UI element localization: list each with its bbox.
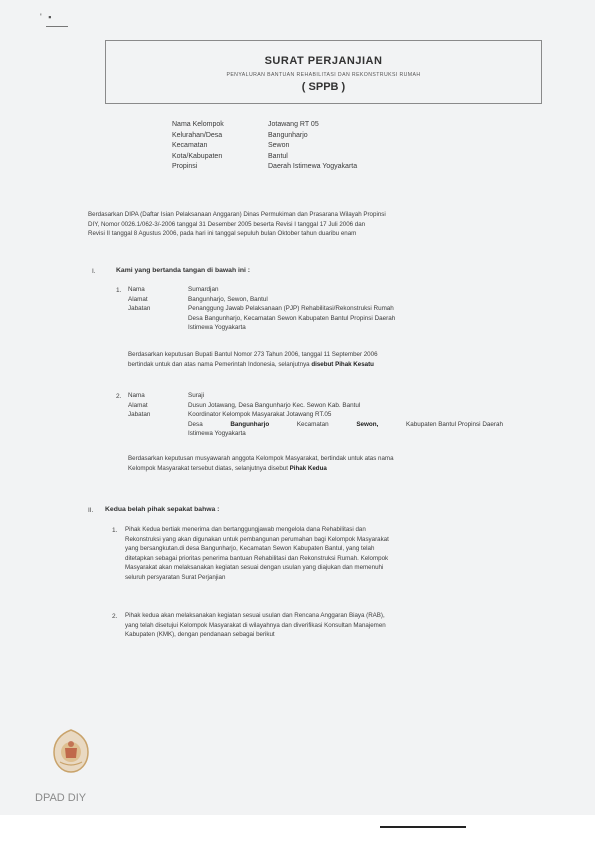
party-two-basis: Berdasarkan keputusan musyawarah anggota Kelompok Masyarakat, bertindak untuk atas nama Kelompok Masyarakat tersebut diatas, selanjutnya disebut Pihak Kedua	[128, 455, 394, 472]
bottom-rule	[380, 826, 466, 828]
section-number: I.	[92, 268, 96, 275]
list-number: 1.	[116, 287, 122, 294]
document-title: SURAT PERJANJIAN	[264, 55, 383, 67]
section-heading: Kedua belah pihak sepakat bahwa :	[105, 506, 220, 513]
party-one-basis: Berdasarkan keputusan Bupati Bantul Nomor 273 Tahun 2006, tanggal 11 September 2006 bertindak untuk dan atas nama Pemerintah Indonesia, selanjutnya disebut Pihak Kesatu	[128, 351, 378, 368]
info-row: Propinsi Daerah Istimewa Yogyakarta	[172, 163, 358, 170]
section-number: II.	[88, 507, 94, 514]
document-subtitle: PENYALURAN BANTUAN REHABILITASI DAN REKONSTRUKSI RUMAH	[226, 72, 421, 78]
agreement-item: Pihak Kedua bertiak menerima dan bertanggungjawab mengelola dana Rehabilitasi dan Rekonstruksi yang akan digunakan untuk pembangunan perumahan bagi Kelompok Masyarakat yang bersangkutan.di desa Bangunharjo, Kecamatan Sewon Kabupaten Bantul, yang telah ditetapkan sebagai prioritas penerima bantuan Rehabilitasi dan Rekonstruksi Rumah. Kelompok Masyarakat akan melaksanakan kegiatan sesuai dengan usulan yang diajukan dan memenuhi seluruh persyaratan Surat Perjanjian	[125, 526, 389, 581]
info-row: Kecamatan Sewon	[172, 142, 290, 149]
list-number: 1.	[112, 527, 118, 534]
watermark: DPAD DIY	[35, 792, 87, 804]
agreement-item: Pihak kedua akan melaksanakan kegiatan sesuai usulan dan Rencana Anggaran Biaya (RAB), yang telah disetujui Kelompok Masyarakat di wilayahnya dan diverifikasi Konsultan Manajemen Kabupaten (KMK), dengan pendanaan sebagai berikut	[125, 612, 386, 638]
party-two: Nama Suraji Alamat Dusun Jotawang, Desa Bangunharjo Kec. Sewon Kab. Bantul Jabatan Koordinator Kelompok Masyarakat Jotawang RT.05 Desa Bangunharjo Kecamatan Sewon, Kabupaten Bantul Propinsi Daerah Istimewa Yogyakarta	[128, 392, 503, 437]
info-row: Nama Kelompok Jotawang RT 05	[172, 121, 319, 128]
group-info	[172, 120, 357, 173]
document-header	[105, 40, 542, 104]
scan-line	[46, 26, 68, 27]
info-row: Kelurahan/Desa Bangunharjo	[172, 131, 308, 139]
section-heading: Kami yang bertanda tangan di bawah ini :	[116, 267, 251, 274]
list-number: 2.	[116, 393, 122, 400]
scan-artifact: ' ▪	[40, 12, 54, 22]
info-row: Kota/Kabupaten Bantul	[172, 152, 288, 160]
seal-logo-icon	[52, 728, 90, 774]
document-code: ( SPPB )	[301, 81, 346, 93]
intro-paragraph: Berdasarkan DIPA (Daftar Isian Pelaksanaan Anggaran) Dinas Permukiman dan Prasarana Wilayah Propinsi DIY, Nomor 0026.1/062-3/-2006 tanggal 31 Desember 2005 beserta Revisi I tanggal 17 Juli 2006 dan Revisi II tanggal 8 Agustus 2006, pada hari ini tanggal sepuluh bulan Oktober tahun duaribu enam	[88, 211, 386, 237]
party-one: Nama Sumardjan Alamat Bangunharjo, Sewon, Bantul Jabatan Penanggung Jawab Pelaksanaan (PJP) Rehabilitasi/Rekonstruksi Rumah Desa Bangunharjo, Kecamatan Sewon Kabupaten Bantul Propinsi Daerah Istimewa Yogyakarta	[128, 286, 396, 331]
list-number: 2.	[112, 613, 118, 620]
